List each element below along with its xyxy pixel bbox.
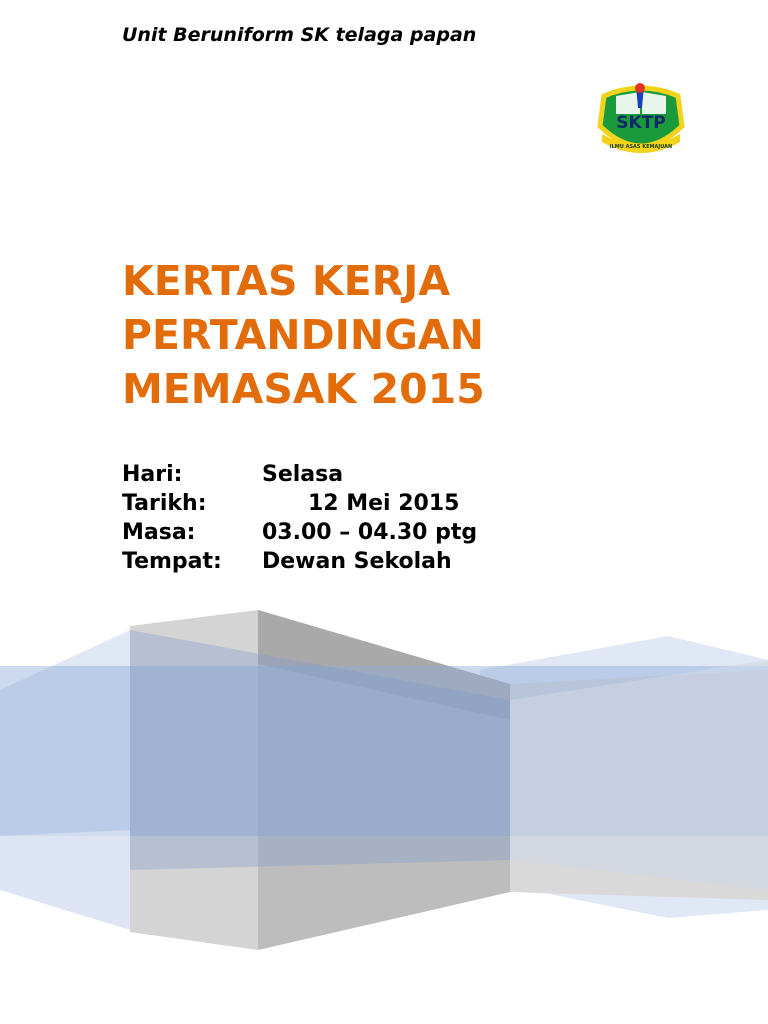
- abstract-shapes-graphic: [0, 600, 768, 960]
- title-line-1: KERTAS KERJA: [122, 257, 451, 305]
- event-details: [122, 460, 477, 576]
- masa-label: Masa:: [122, 520, 196, 545]
- hari-value: Selasa: [262, 462, 344, 487]
- title-line-3: MEMASAK 2015: [122, 365, 485, 413]
- title-line-2: PERTANDINGAN: [122, 311, 484, 359]
- detail-row-tarikh: [122, 489, 477, 518]
- school-logo: [596, 78, 686, 160]
- detail-row-hari: [122, 460, 477, 489]
- detail-row-masa: [122, 518, 477, 547]
- document-title: [122, 254, 722, 416]
- tarikh-label: Tarikh:: [122, 491, 207, 516]
- hari-label: Hari:: [122, 462, 183, 487]
- tempat-label: Tempat:: [122, 549, 222, 574]
- detail-row-tempat: [122, 547, 477, 576]
- masa-value: 03.00 – 04.30 ptg: [262, 520, 478, 545]
- logo-initials: SKTP: [616, 113, 666, 133]
- decorative-shapes: [0, 600, 768, 960]
- crest-icon: [596, 78, 686, 160]
- logo-motto: ILMU ASAS KEMAJUAN: [609, 144, 673, 150]
- tempat-value: Dewan Sekolah: [262, 549, 452, 574]
- tarikh-value: 12 Mei 2015: [262, 491, 460, 516]
- unit-heading: Unit Beruniform SK telaga papan: [122, 24, 477, 46]
